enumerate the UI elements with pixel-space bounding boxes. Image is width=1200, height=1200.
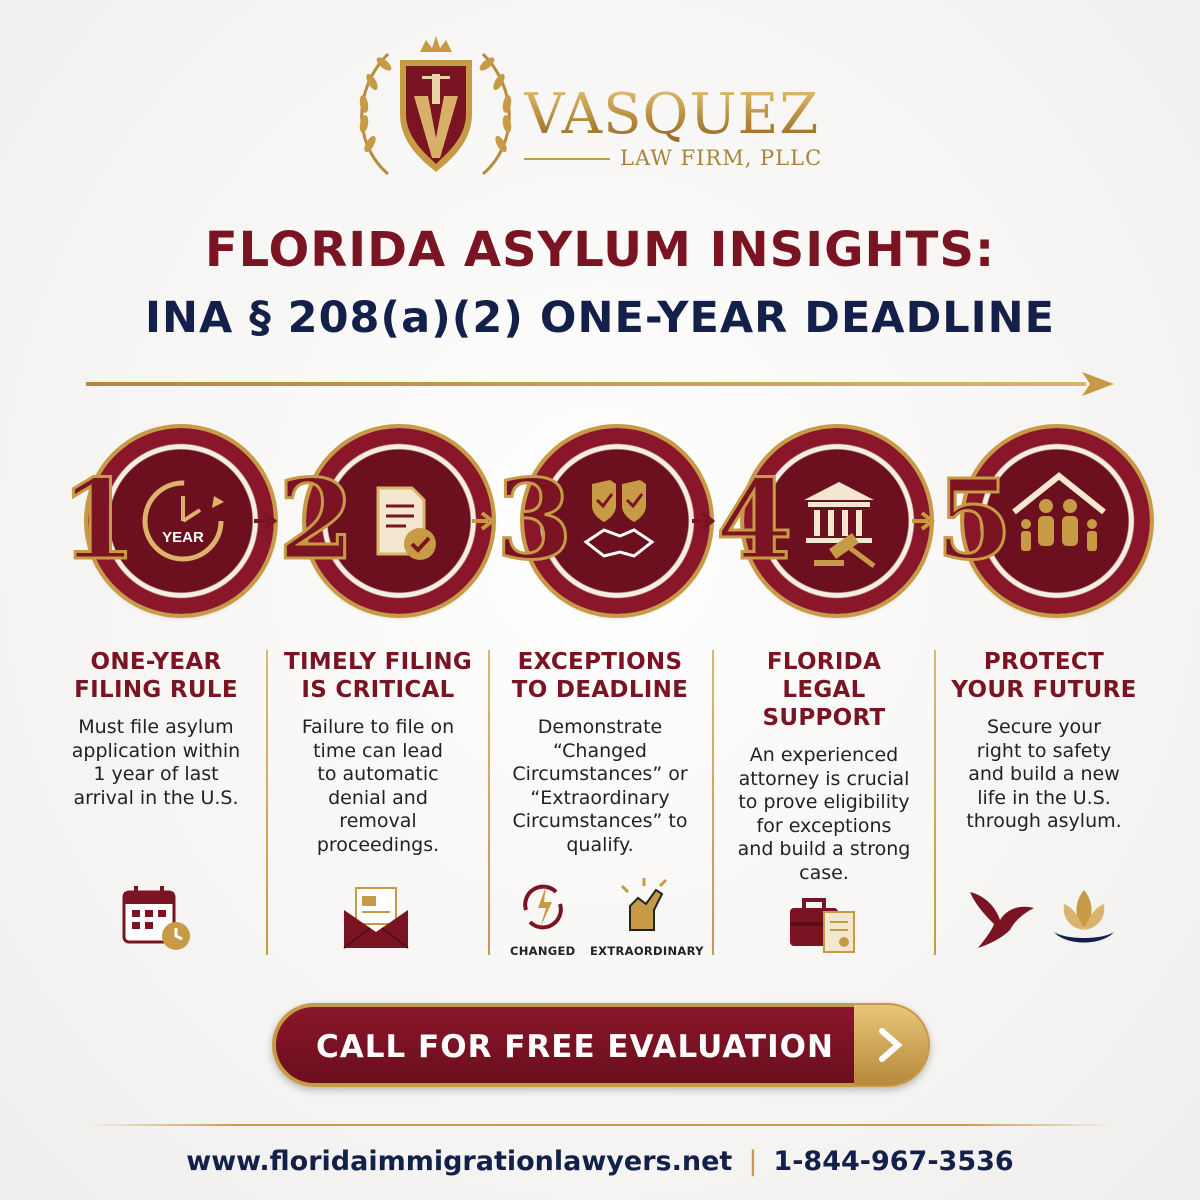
step-number: 1 xyxy=(60,455,137,584)
family-house-icon xyxy=(1004,466,1114,576)
step-3-badge xyxy=(496,428,696,628)
step-5-badge xyxy=(936,428,1136,628)
firm-logo xyxy=(348,34,868,204)
step-description: Secure your right to safety and build a new life in the U.S. through asylum. xyxy=(966,716,1122,832)
step-description: An experienced attorney is crucial to prove eligibility for exceptions and build a strong case. xyxy=(737,744,911,884)
step-heading: PROTECT YOUR FUTURE xyxy=(951,649,1137,703)
step-4-column xyxy=(714,648,934,885)
laurel-crest-icon xyxy=(348,34,523,194)
lotus-icon xyxy=(1046,884,1122,954)
step-3-column xyxy=(490,648,710,857)
cta-label: CALL FOR FREE EVALUATION xyxy=(316,1029,834,1065)
phone-number[interactable]: 1-844-967-3536 xyxy=(773,1146,1014,1177)
step-heading: EXCEPTIONS TO DEADLINE xyxy=(511,649,689,703)
changed-label: CHANGED xyxy=(510,944,576,958)
chevron-right-icon xyxy=(872,1025,908,1065)
step-2-badge xyxy=(278,428,478,628)
document-check-icon xyxy=(346,466,456,576)
footer-divider xyxy=(86,1124,1114,1126)
clock-label: YEAR xyxy=(162,529,204,546)
footer-separator: | xyxy=(748,1146,758,1177)
free-evaluation-button[interactable] xyxy=(272,1003,930,1087)
step-4-badge xyxy=(716,428,916,628)
logo-wordmark: VASQUEZ xyxy=(524,82,820,147)
changed-cycle-icon xyxy=(516,880,570,934)
website-link[interactable]: www.floridaimmigrationlawyers.net xyxy=(186,1146,733,1177)
chevron-right-icon xyxy=(910,508,936,534)
step-5-column xyxy=(934,648,1154,834)
logo-divider xyxy=(524,158,610,160)
chevron-right-icon xyxy=(252,508,278,534)
step-number: 2 xyxy=(278,455,355,584)
dove-icon xyxy=(966,882,1038,952)
chevron-right-icon xyxy=(470,508,496,534)
courthouse-gavel-icon xyxy=(784,466,894,576)
step-description: Must file asylum application within 1 year of last arrival in the U.S. xyxy=(71,716,241,809)
step-number: 4 xyxy=(716,455,793,584)
step-description: Demonstrate “Changed Circumstances” or “Extraordinary Circumstances” to qualify. xyxy=(512,716,688,856)
page-subtitle: INA § 208(a)(2) ONE-YEAR DEADLINE xyxy=(144,293,1056,343)
logo-subtitle: LAW FIRM, PLLC xyxy=(620,146,823,170)
step-heading: FLORIDA LEGAL SUPPORT xyxy=(762,649,886,731)
step-heading: ONE-YEAR FILING RULE xyxy=(74,649,238,703)
briefcase-scroll-icon xyxy=(788,894,864,956)
chevron-right-icon xyxy=(690,508,716,534)
envelope-letter-icon xyxy=(340,886,412,952)
step-description: Failure to file on time can lead to automatic denial and removal proceedings. xyxy=(301,716,455,856)
step-heading: TIMELY FILING IS CRITICAL xyxy=(283,649,473,703)
step-2-column xyxy=(268,648,488,857)
step-1-badge xyxy=(60,428,260,628)
footer-contact xyxy=(0,1146,1200,1177)
cta-arrow xyxy=(854,1005,928,1085)
shields-handshake-icon xyxy=(564,466,674,576)
timeline-arrow-icon xyxy=(86,368,1116,400)
step-number: 3 xyxy=(496,455,573,584)
page-title: FLORIDA ASYLUM INSIGHTS: xyxy=(204,222,996,278)
calendar-clock-icon xyxy=(120,884,196,954)
step-number: 5 xyxy=(936,455,1013,584)
extraordinary-hand-icon xyxy=(616,876,672,936)
extraordinary-label: EXTRAORDINARY xyxy=(590,944,704,958)
clock-year-icon xyxy=(128,466,238,576)
step-1-column xyxy=(46,648,266,810)
